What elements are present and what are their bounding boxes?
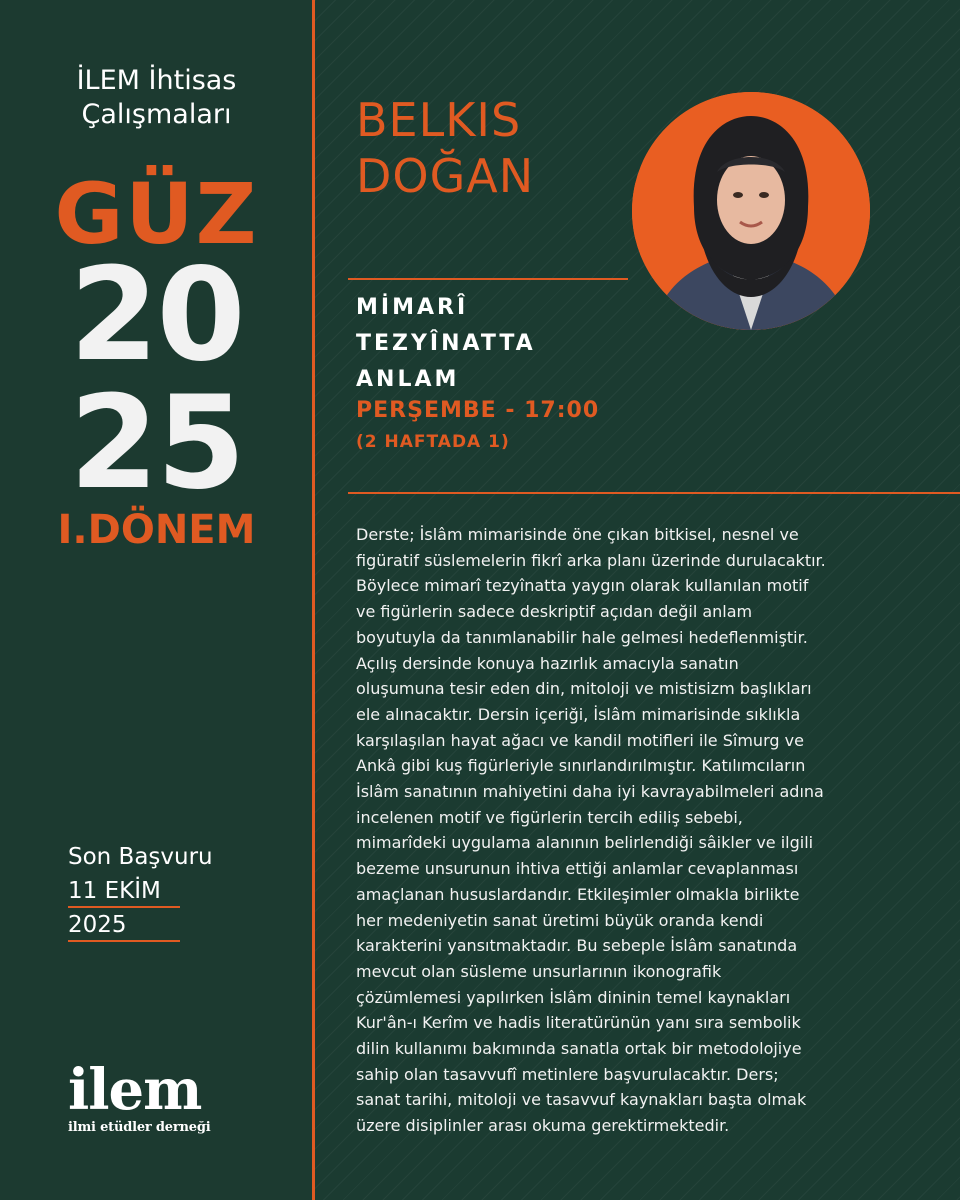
speaker-photo: [632, 92, 870, 330]
program-title-line2: Çalışmaları: [81, 99, 232, 130]
course-title: [356, 290, 536, 398]
deadline-date: 11 EKİM: [68, 878, 180, 908]
ilem-logo-subtitle: ilmi etüdler derneği: [68, 1120, 211, 1135]
ilem-logo: ilem: [68, 1057, 202, 1123]
portrait-illustration: [632, 92, 870, 330]
speaker-last-name: DOĞAN: [356, 149, 535, 203]
speaker-name: [356, 92, 534, 204]
course-title-line3: ANLAM: [356, 367, 460, 392]
divider-rule-top: [348, 278, 628, 280]
course-description: Derste; İslâm mimarisinde öne çıkan bitkisel, nesnel ve figüratif süslemelerin fikrî arka planı üzerinde durulacaktır. Böylece mimarî tezyînatta yaygın olarak kullanılan motif ve figürlerin sadece deskriptif açıdan değil anlam boyutuyla da tanımlanabilir hale gelmesi hedeflenmiştir. Açılış dersinde konuya hazırlık amacıyla sanatın oluşumuna tesir eden din, mitoloji ve mistisizm başlıkları ele alınacaktır. Dersin içeriği, İslâm mimarisinde sıklıkla karşılaşılan hayat ağacı ve kandil motifleri ile Sîmurg ve Ankâ gibi kuş figürleriyle sınırlandırılmıştır. Katılımcıların İslâm sanatının mahiyetini daha iyi kavrayabilmeleri adına incelenen motif ve figürlerin tercih ediliş sebebi, mimarîdeki uygulama alanının belirlendiği sâikler ve ilgili bezeme unsurunun ihtiva ettiği anlamlar cevaplanması amaçlanan hususlardandır. Etkileşimler olmakla birlikte her medeniyetin sanat üretimi büyük oranda kendi karakterini yansıtmaktadır. Bu sebeple İslâm sanatında mevcut olan süsleme unsurlarının ikonografik çözümlemesi yapılırken İslâm dininin temel kaynakları Kur'ân-ı Kerîm ve hadis literatürünün yanı sıra sembolik dilin kullanımı bakımında sanatla ortak bir metodolojiye sahip olan tasavvufî metinlere başvurulacaktır. Ders; sanat tarihi, mitoloji ve tasavvuf kaynakları başta olmak üzere disiplinler arası okuma gerektirmektedir.: [356, 525, 826, 1136]
course-title-line1: MİMARÎ: [356, 295, 469, 320]
program-title-line1: İLEM İhtisas: [76, 65, 237, 96]
year-line2: 25: [69, 369, 244, 518]
period-label: I.DÖNEM: [57, 507, 256, 553]
course-schedule: PERŞEMBE - 17:00: [356, 398, 600, 423]
deadline-label: Son Başvuru: [68, 844, 213, 870]
season-label: GÜZ: [54, 165, 259, 263]
year-line1: 20: [69, 241, 244, 390]
course-title-line2: TEZYÎNATTA: [356, 331, 536, 356]
speaker-first-name: BELKIS: [356, 93, 522, 147]
deadline-year: 2025: [68, 912, 180, 942]
course-frequency: (2 HAFTADA 1): [356, 432, 510, 452]
divider-rule-bottom: [348, 492, 960, 494]
